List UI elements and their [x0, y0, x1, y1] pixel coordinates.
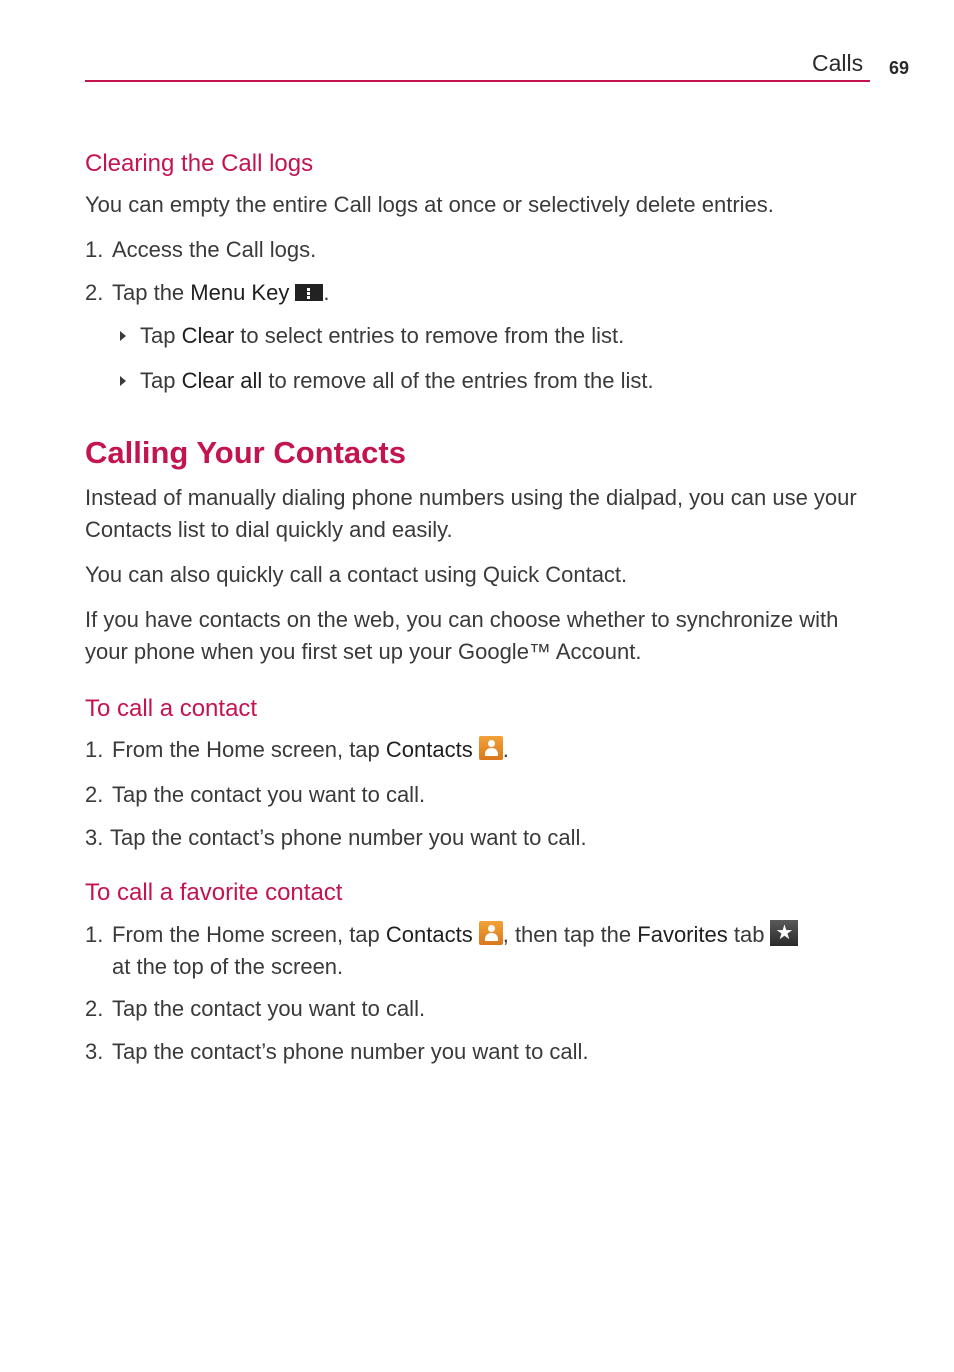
contacts-app-icon	[479, 736, 503, 760]
clearing-intro: You can empty the entire Call logs at once or selectively delete entries.	[85, 192, 774, 217]
header-divider	[85, 80, 870, 82]
page-number: 69	[889, 58, 910, 78]
contacts-app-icon	[479, 921, 503, 945]
fav-step-1	[85, 919, 798, 951]
step-text: Access the Call logs.	[112, 237, 317, 262]
step-text: Tap the	[112, 280, 191, 305]
step-number: 3.	[85, 1039, 104, 1064]
calling-para-1: Instead of manually dialing phone numbers using the dialpad, you can use your Contacts list to dial quickly and easily.	[85, 485, 857, 542]
step-number: 2.	[85, 280, 104, 305]
step-number: 2.	[85, 782, 104, 807]
bullet-arrow-icon	[120, 331, 126, 341]
bullet-arrow-icon	[120, 376, 126, 386]
calling-para-3: If you have contacts on the web, you can choose whether to synchronize with your phone when you first set up your Google™ Account.	[85, 607, 839, 664]
step-number: 3.	[85, 825, 104, 850]
bullet-text-end: to select entries to remove from the list.	[234, 323, 625, 348]
favorites-star-icon: ★	[770, 920, 798, 946]
step-text: From the Home screen, tap	[112, 737, 386, 762]
step-text-end: .	[323, 280, 330, 305]
heading-clearing-call-logs: Clearing the Call logs	[85, 150, 314, 177]
heading-calling-your-contacts: Calling Your Contacts	[85, 435, 406, 470]
menu-key-label: Menu Key	[190, 280, 290, 305]
heading-to-call-contact: To call a contact	[85, 695, 258, 722]
contacts-label: Contacts	[385, 737, 473, 762]
step-number: 1.	[85, 237, 104, 262]
bullet-text-end: to remove all of the entries from the list.	[262, 368, 654, 393]
fav-step-3	[85, 1036, 589, 1068]
clearing-bullet-clear	[120, 320, 624, 352]
clear-all-label: Clear all	[181, 368, 263, 393]
step-text: From the Home screen, tap	[112, 922, 386, 947]
clearing-bullet-clear-all	[120, 365, 654, 397]
to-call-step-2	[85, 779, 425, 811]
contacts-label: Contacts	[385, 922, 473, 947]
favorites-label: Favorites	[637, 922, 728, 947]
step-text: Tap the contact you want to call.	[112, 782, 426, 807]
step-number: 1.	[85, 922, 104, 947]
step-text: Tap the contact’s phone number you want to call.	[112, 1039, 589, 1064]
calling-para-2: You can also quickly call a contact using Quick Contact.	[85, 562, 628, 587]
clearing-step-1	[85, 234, 316, 266]
step-text: Tap the contact’s phone number you want to call.	[110, 825, 587, 850]
fav-step-1-continued: at the top of the screen.	[112, 954, 344, 979]
step-text: Tap the contact you want to call.	[112, 996, 426, 1021]
fav-step-2	[85, 993, 425, 1025]
step-number: 2.	[85, 996, 104, 1021]
heading-to-call-favorite: To call a favorite contact	[85, 879, 343, 906]
to-call-step-1	[85, 734, 509, 766]
to-call-step-3	[85, 822, 587, 854]
bullet-text: Tap	[140, 323, 182, 348]
step-text-mid: , then tap the	[502, 922, 638, 947]
clearing-step-2	[85, 277, 329, 309]
bullet-text: Tap	[140, 368, 182, 393]
step-number: 1.	[85, 737, 104, 762]
header-section-title: Calls	[812, 50, 864, 76]
step-text-end: .	[502, 737, 509, 762]
clear-label: Clear	[181, 323, 235, 348]
step-text-tab: tab	[727, 922, 765, 947]
menu-key-icon	[295, 284, 323, 301]
